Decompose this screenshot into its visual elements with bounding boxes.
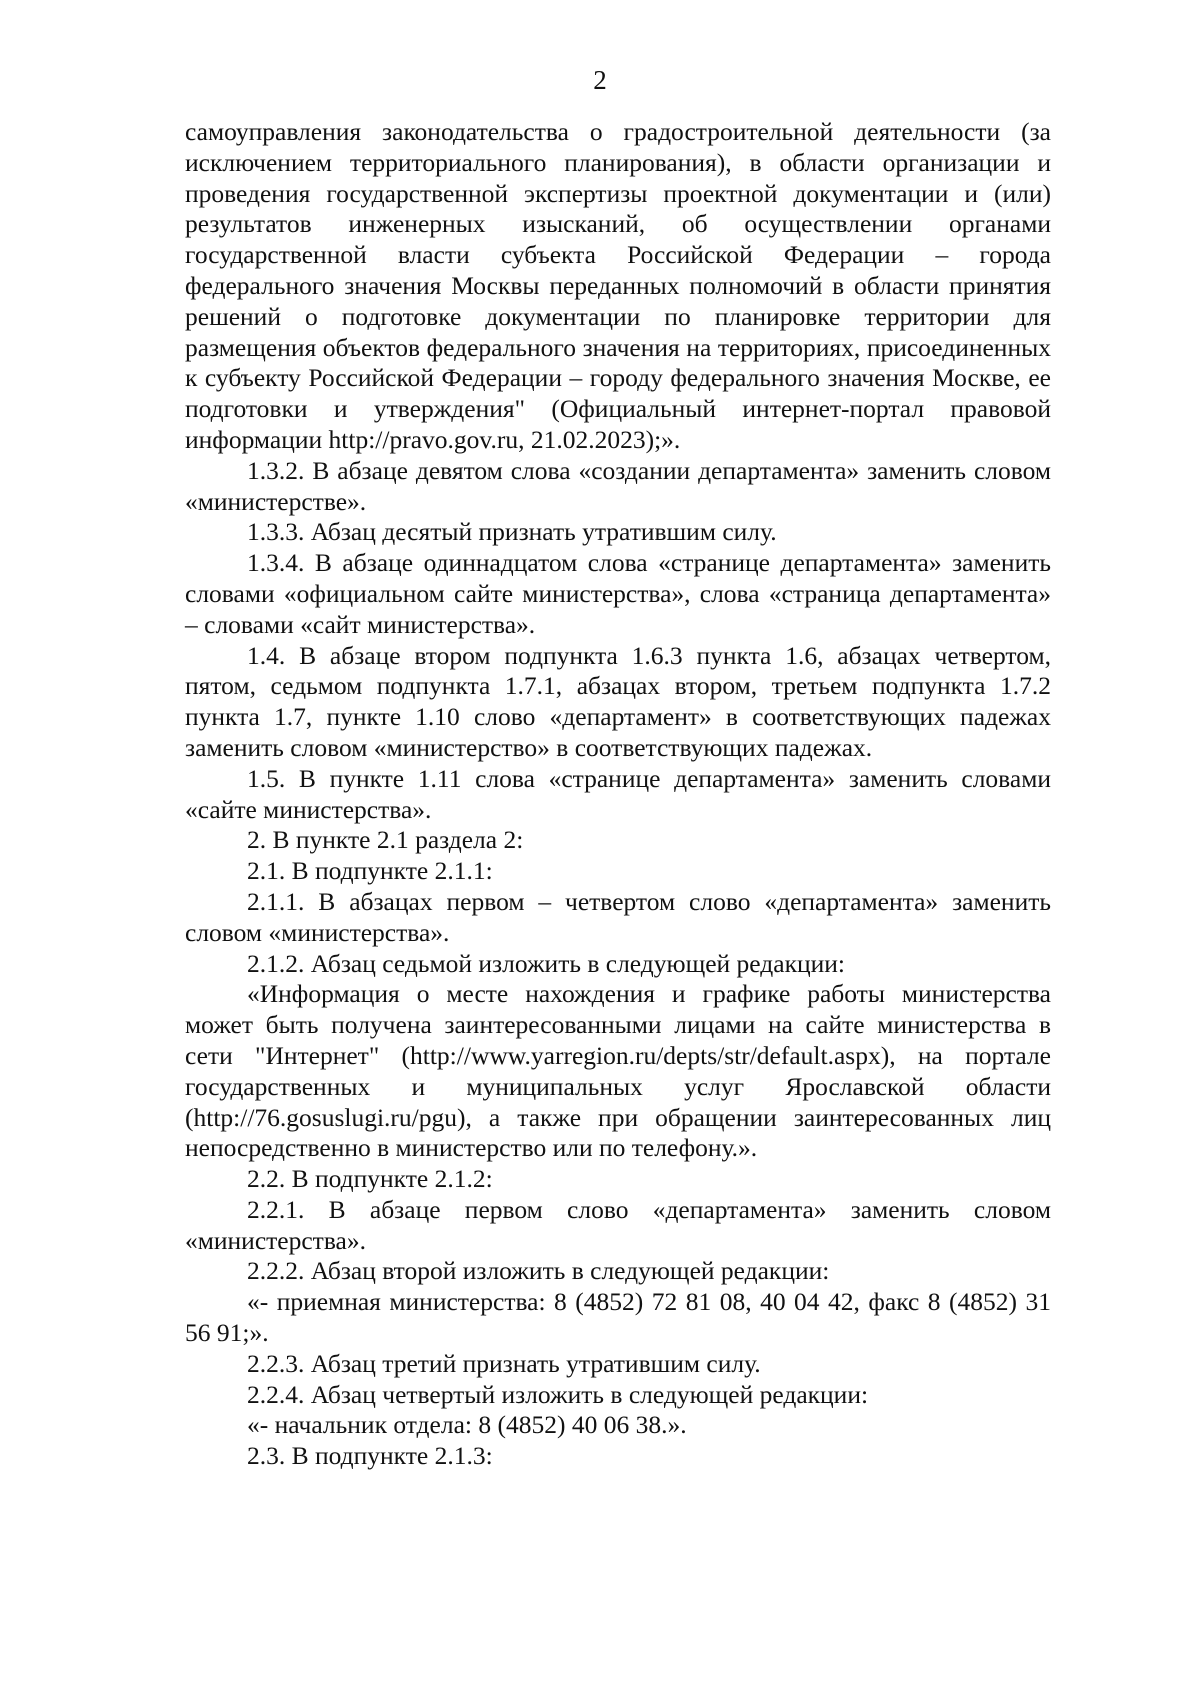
document-body	[185, 117, 1051, 1472]
paragraph-2-2: 2.2. В подпункте 2.1.2:	[247, 1164, 493, 1194]
paragraph-1-3-2: 1.3.2. В абзаце девятом слова «создании департамента» заменить словом «министерстве».	[185, 455, 1051, 516]
paragraph-2-3: 2.3. В подпункте 2.1.3:	[247, 1441, 493, 1471]
paragraph-2: 2. В пункте 2.1 раздела 2:	[247, 825, 524, 855]
paragraph-2-1-1: 2.1.1. В абзацах первом – четвертом слово «департамента» заменить словом «министерства».	[185, 886, 1051, 947]
page-number: 2	[593, 65, 607, 95]
paragraph-2-2-1: 2.2.1. В абзаце первом слово «департамента» заменить словом «министерства».	[185, 1194, 1051, 1255]
paragraph-2-1: 2.1. В подпункте 2.1.1:	[247, 856, 493, 886]
paragraph-1-4: 1.4. В абзаце втором подпункта 1.6.3 пункта 1.6, абзацах четвертом, пятом, седьмом подпункта 1.7.1, абзацах втором, третьем подпункта 1.7.2 пункта 1.7, пункте 1.10 слово «департамент» в соответствующих падежах заменить словом «министерство» в соответствующих падежах.	[185, 640, 1051, 762]
paragraph-quote-department-head: «- начальник отдела: 8 (4852) 40 06 38.».	[247, 1410, 687, 1440]
paragraph-quote-reception: «- приемная министерства: 8 (4852) 72 81 08, 40 04 42, факс 8 (4852) 31 56 91;».	[185, 1287, 1051, 1348]
paragraph-2-2-3: 2.2.3. Абзац третий признать утратившим силу.	[247, 1348, 761, 1378]
paragraph-2-1-2: 2.1.2. Абзац седьмой изложить в следующей редакции:	[247, 948, 845, 978]
paragraph-2-2-4: 2.2.4. Абзац четвертый изложить в следующей редакции:	[247, 1379, 869, 1409]
paragraph-1-5: 1.5. В пункте 1.11 слова «странице департамента» заменить словами «сайте министерства».	[185, 763, 1051, 824]
paragraph-quote-information: «Информация о месте нахождения и графике работы министерства может быть получена заинтересованными лицами на сайте министерства в сети "Интернет" (http://www.yarregion.ru/depts/str/default.aspx), на портале государственных и муниципальных услуг Ярославской области (http://76.gosuslugi.ru/pgu), а также при обращении заинтересованных лиц непосредственно в министерство или по телефону.».	[185, 979, 1051, 1163]
paragraph-continuation: самоуправления законодательства о градостроительной деятельности (за исключением территориального планирования), в области организации и проведения государственной экспертизы проектной документации и (или) результатов инженерных изысканий, об осуществлении органами государственной власти субъекта Российской Федерации – города федерального значения Москвы переданных полномочий в области принятия решений о подготовке документации по планировке территории для размещения объектов федерального значения на территориях, присоединенных к субъекту Российской Федерации – городу федерального значения Москве, ее подготовки и утверждения" (Официальный интернет-портал правовой информации http://pravo.gov.ru, 21.02.2023);».	[185, 117, 1051, 454]
paragraph-2-2-2: 2.2.2. Абзац второй изложить в следующей редакции:	[247, 1256, 830, 1286]
paragraph-1-3-4: 1.3.4. В абзаце одиннадцатом слова «странице департамента» заменить словами «официальном сайте министерства», слова «страница департамента» – словами «сайт министерства».	[185, 548, 1051, 639]
paragraph-1-3-3: 1.3.3. Абзац десятый признать утратившим силу.	[247, 517, 777, 547]
